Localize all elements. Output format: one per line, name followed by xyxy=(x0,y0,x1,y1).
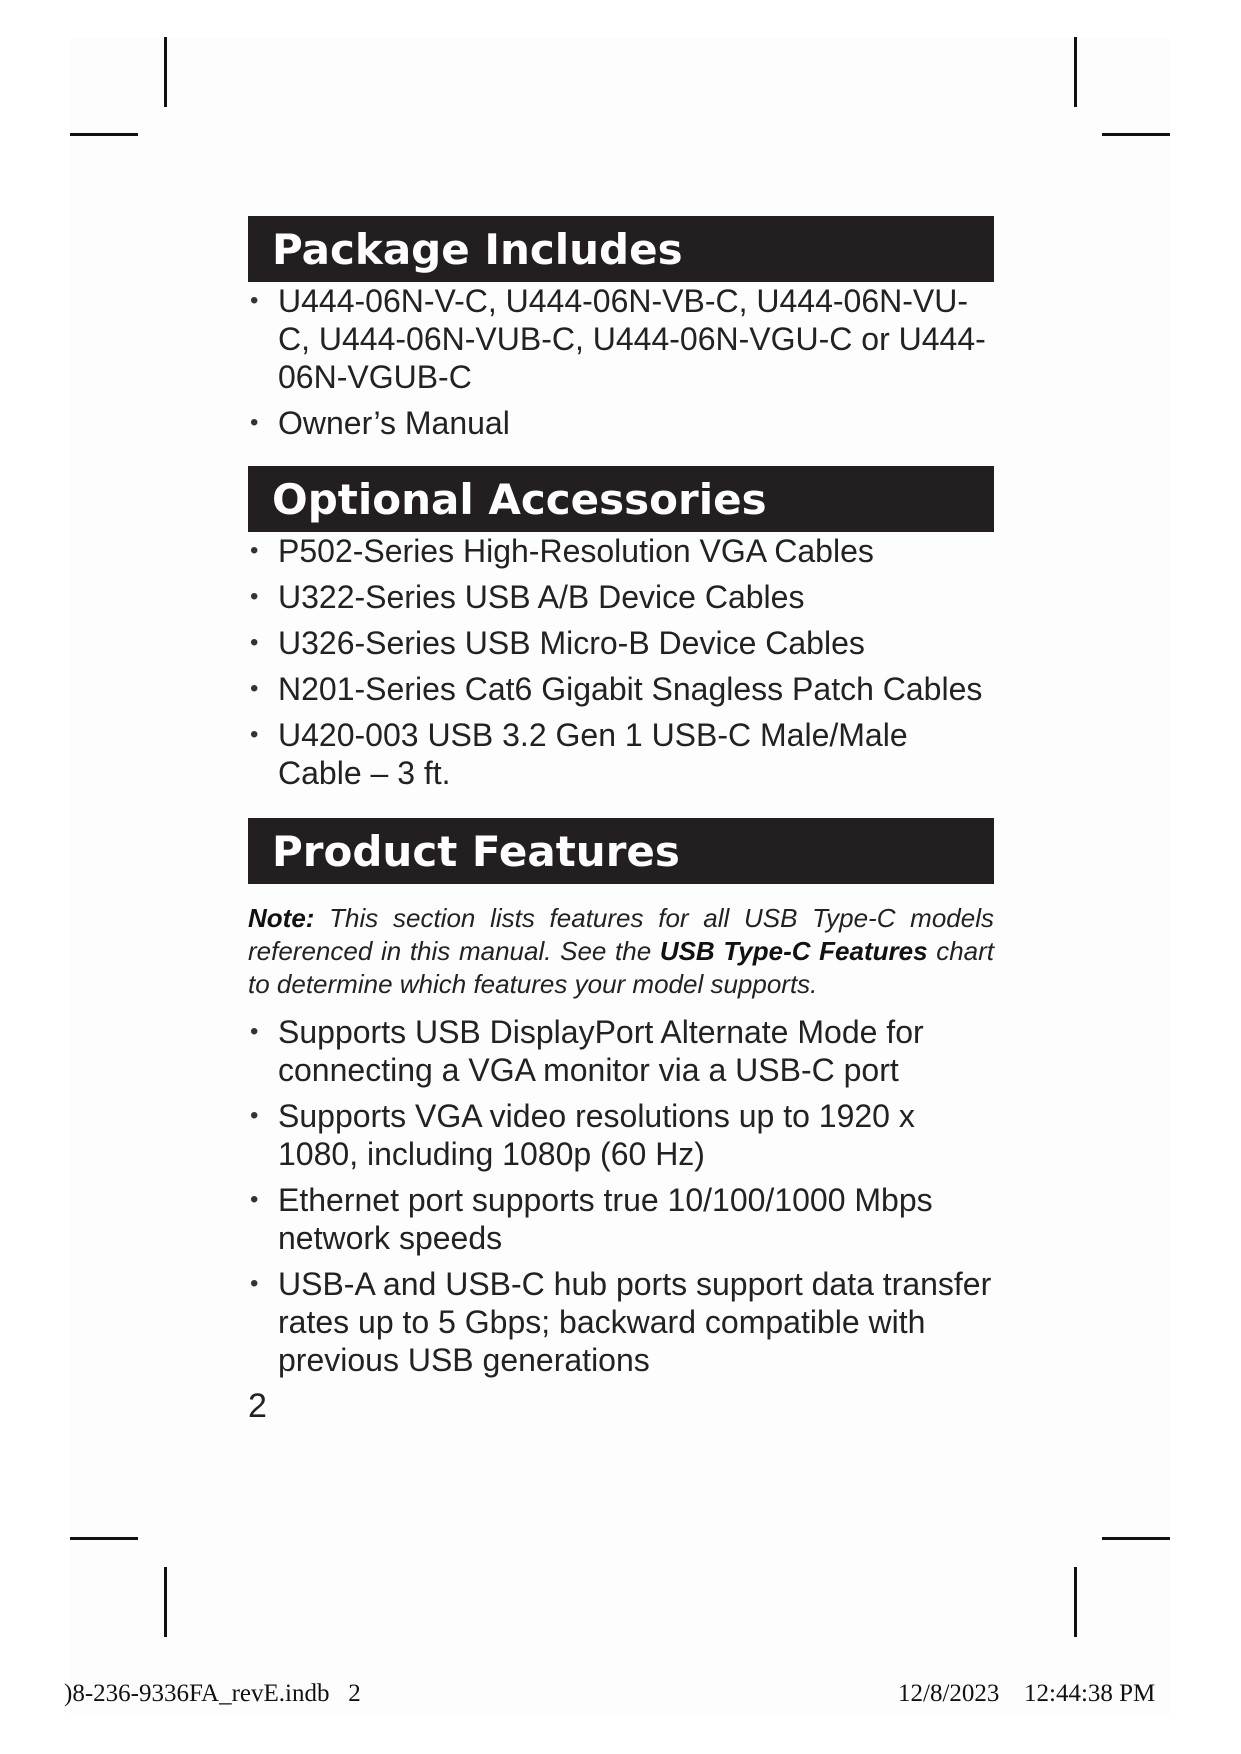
section-title-features: Product Features xyxy=(248,818,994,884)
list-item-text: P502-Series High-Resolution VGA Cables xyxy=(278,533,874,569)
list-item-text: U420-003 USB 3.2 Gen 1 USB-C Male/Male Cable – 3 ft. xyxy=(278,717,908,791)
section-title-accessories: Optional Accessories xyxy=(248,466,994,532)
crop-mark xyxy=(1074,1567,1077,1637)
bullet-icon: • xyxy=(250,1270,259,1297)
features-list xyxy=(248,1013,994,1379)
bullet-icon: • xyxy=(250,675,259,702)
list-item-text: Owner’s Manual xyxy=(278,405,510,441)
list-item xyxy=(248,1265,994,1379)
crop-mark xyxy=(70,1537,138,1540)
crop-mark xyxy=(1102,133,1170,136)
bullet-icon: • xyxy=(250,287,259,314)
page-number: 2 xyxy=(248,1387,267,1425)
footer-date: 12/8/2023 xyxy=(898,1680,1000,1707)
bullet-icon: • xyxy=(250,409,259,436)
accessories-list xyxy=(248,532,994,792)
list-item-text: U444-06N-V-C, U444-06N-VB-C, U444-06N-VU-C, U444-06N-VUB-C, U444-06N-VGU-C or U444-06N-VGUB-C xyxy=(278,283,986,395)
package-list xyxy=(248,282,994,442)
bullet-icon: • xyxy=(250,1186,259,1213)
note-bold-reference: USB Type-C Features xyxy=(659,936,928,966)
bullet-icon: • xyxy=(250,629,259,656)
crop-mark xyxy=(164,37,167,107)
list-item xyxy=(248,670,994,708)
list-item xyxy=(248,1097,994,1173)
note-text: chart to determine which features your model supports. xyxy=(248,936,994,999)
crop-mark xyxy=(70,133,138,136)
list-item xyxy=(248,624,994,662)
list-item-text: Supports VGA video resolutions up to 1920 x 1080, including 1080p (60 Hz) xyxy=(278,1098,915,1172)
note-text: This section lists features for all USB Type-C models referenced in this manual. See the xyxy=(248,903,994,966)
list-item xyxy=(248,716,994,792)
list-item xyxy=(248,532,994,570)
bullet-icon: • xyxy=(250,721,259,748)
crop-mark xyxy=(164,1567,167,1637)
list-item xyxy=(248,578,994,616)
list-item xyxy=(248,1181,994,1257)
footer-filename: )8-236-9336FA_revE.indb 2 xyxy=(64,1680,361,1707)
list-item-text: U322-Series USB A/B Device Cables xyxy=(278,579,805,615)
bullet-icon: • xyxy=(250,1018,259,1045)
footer-time: 12:44:38 PM xyxy=(1024,1680,1156,1707)
list-item-text: N201-Series Cat6 Gigabit Snagless Patch Cables xyxy=(278,671,983,707)
bullet-icon: • xyxy=(250,537,259,564)
note-label: Note: xyxy=(248,903,315,933)
crop-mark xyxy=(1102,1537,1170,1540)
list-item-text: U326-Series USB Micro-B Device Cables xyxy=(278,625,865,661)
features-note xyxy=(248,902,994,1001)
list-item-text: Supports USB DisplayPort Alternate Mode for connecting a VGA monitor via a USB-C port xyxy=(278,1014,924,1088)
section-title-package: Package Includes xyxy=(248,216,994,282)
list-item xyxy=(248,1013,994,1089)
crop-mark xyxy=(1074,37,1077,107)
list-item xyxy=(248,282,994,396)
bullet-icon: • xyxy=(250,583,259,610)
list-item xyxy=(248,404,994,442)
list-item-text: USB-A and USB-C hub ports support data transfer rates up to 5 Gbps; backward compatible with previous USB generations xyxy=(278,1266,992,1378)
manual-page-content xyxy=(248,216,994,1426)
bullet-icon: • xyxy=(250,1102,259,1129)
list-item-text: Ethernet port supports true 10/100/1000 Mbps network speeds xyxy=(278,1182,933,1256)
